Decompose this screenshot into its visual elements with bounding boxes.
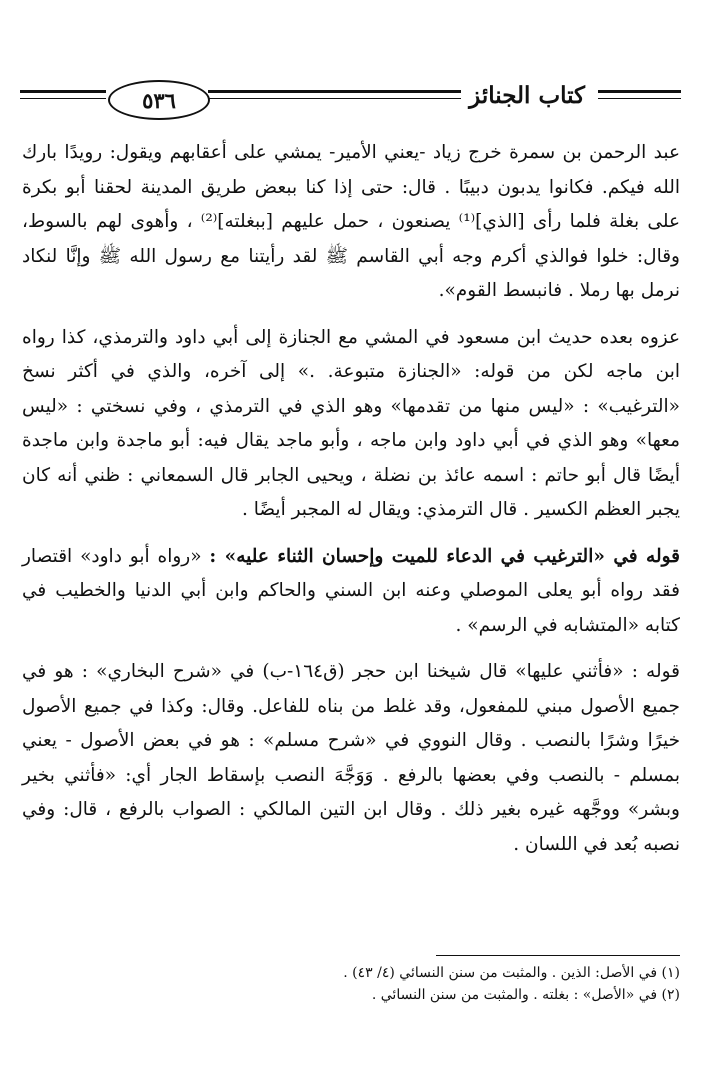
header-rule-left-top [20, 90, 106, 93]
main-text [22, 136, 680, 862]
text-line: مع رسول الله ﷺ وإنَّا لنكاد نرمل بها رملا . فانبسط القوم». [22, 245, 680, 301]
text-line: عبد الرحمن بن سمرة خرج زياد -يعني الأمير- يمشي على أعقابهم ويقول: [109, 142, 680, 163]
header-rule-middle-bottom [208, 98, 468, 99]
text-line: كذا رواه ابن ماجه لكن من قوله: «الجنازة متبوعة. .» إلى آخره، والذي في [22, 326, 680, 382]
text-line: الجابر قال السمعاني : ظني أنه كان يجبر العظم الكسير . قال الترمذي: ويقال [22, 464, 680, 520]
text-line: وأهوى لهم بالسوط، وقال: خلوا فوالذي أكرم وجه أبي القاسم ﷺ لقد رأيتنا [22, 211, 680, 267]
footnote-divider [436, 955, 680, 956]
header-rule-middle-top [208, 90, 468, 93]
text-line: وقال: وكذا في جميع الأصول خيرًا وشرًا بالنصب . وقال النووي في «شرح [22, 695, 680, 751]
footnote-1: (١) في الأصل: الذين . والمثبت من سنن النسائي (٤/ ٤٣) . [343, 965, 680, 981]
header-rule-right-top [598, 90, 681, 93]
paragraph-2 [22, 321, 680, 528]
text-line: عزوه بعده حديث ابن مسعود في المشي مع الجنازة إلى أبي داود والترمذي، [92, 326, 680, 348]
text-line: وَوَجَّهَ النصب بإسقاط الجار أي: «فأثني بخير وبشر» ووجَّهه غيره بغير ذلك . [22, 764, 680, 820]
page-number: ٥٣٦ [108, 80, 210, 120]
page-header [20, 74, 681, 124]
text-line: له المجبر أيضًا . [241, 499, 363, 520]
paragraph-3 [22, 540, 680, 644]
paragraph-1 [22, 136, 680, 309]
text-line: اقتصار فقد رواه أبو يعلى الموصلي وعنه ابن السني والحاكم وابن أبي الدنيا [22, 545, 680, 601]
section-heading: قوله في «الترغيب في الدعاء للميت وإحسان الثناء عليه» : [209, 545, 680, 567]
text-line: «رواه أبو داود» [80, 545, 202, 567]
header-rule-left-bottom [20, 98, 106, 99]
text-line: فيه: أبو ماجدة وابن ماجدة أيضًا قال أبو حاتم : اسمه عائذ بن نضلة ، ويحيى [22, 430, 680, 486]
text-line: رويدًا بارك الله فيكم. فكانوا يدبون دبيبًا . قال: حتى إذا كنا ببعض طريق المدينة [22, 142, 680, 198]
footnote-2: (٢) في «الأصل» : بغلته . والمثبت من سنن النسائي . [371, 987, 680, 1003]
header-rule-right-bottom [598, 98, 681, 99]
book-title: كتاب الجنائز [461, 80, 593, 112]
text-line: البخاري» : هو في جميع الأصول مبني للمفعول، وقد غلط من بناه للفاعل. [22, 661, 680, 717]
footnotes [22, 962, 680, 1006]
text-line: وقال ابن التين المالكي : الصواب بالرفع ، قال: وفي نصبه بُعد في اللسان . [22, 799, 680, 855]
text-line: قوله : «فأثني عليها» قال شيخنا ابن حجر (ق١٦٤-ب) في «شرح [172, 661, 680, 682]
text-line: أكثر نسخ «الترغيب» : «ليس منها من تقدمها» وهو الذي في الترمذي ، وفي [22, 361, 680, 417]
text-line: نسختي : «ليس معها» وهو الذي في أبي داود وابن ماجه ، وأبو ماجد يقال [22, 395, 680, 451]
paragraph-4 [22, 655, 680, 862]
text-line: مسلم» : هو في بعض الأصول - يعني بمسلم - بالنصب وفي بعضها بالرفع . [22, 730, 681, 786]
text-line: لحقنا أبو بكرة على بغلة فلما رأى [الذي]⁽¹⁾ يصنعون ، حمل عليهم [ببغلته]⁽²⁾ ، [22, 176, 681, 232]
text-line: والخطيب في كتابه «المتشابه في الرسم» . [22, 580, 680, 636]
